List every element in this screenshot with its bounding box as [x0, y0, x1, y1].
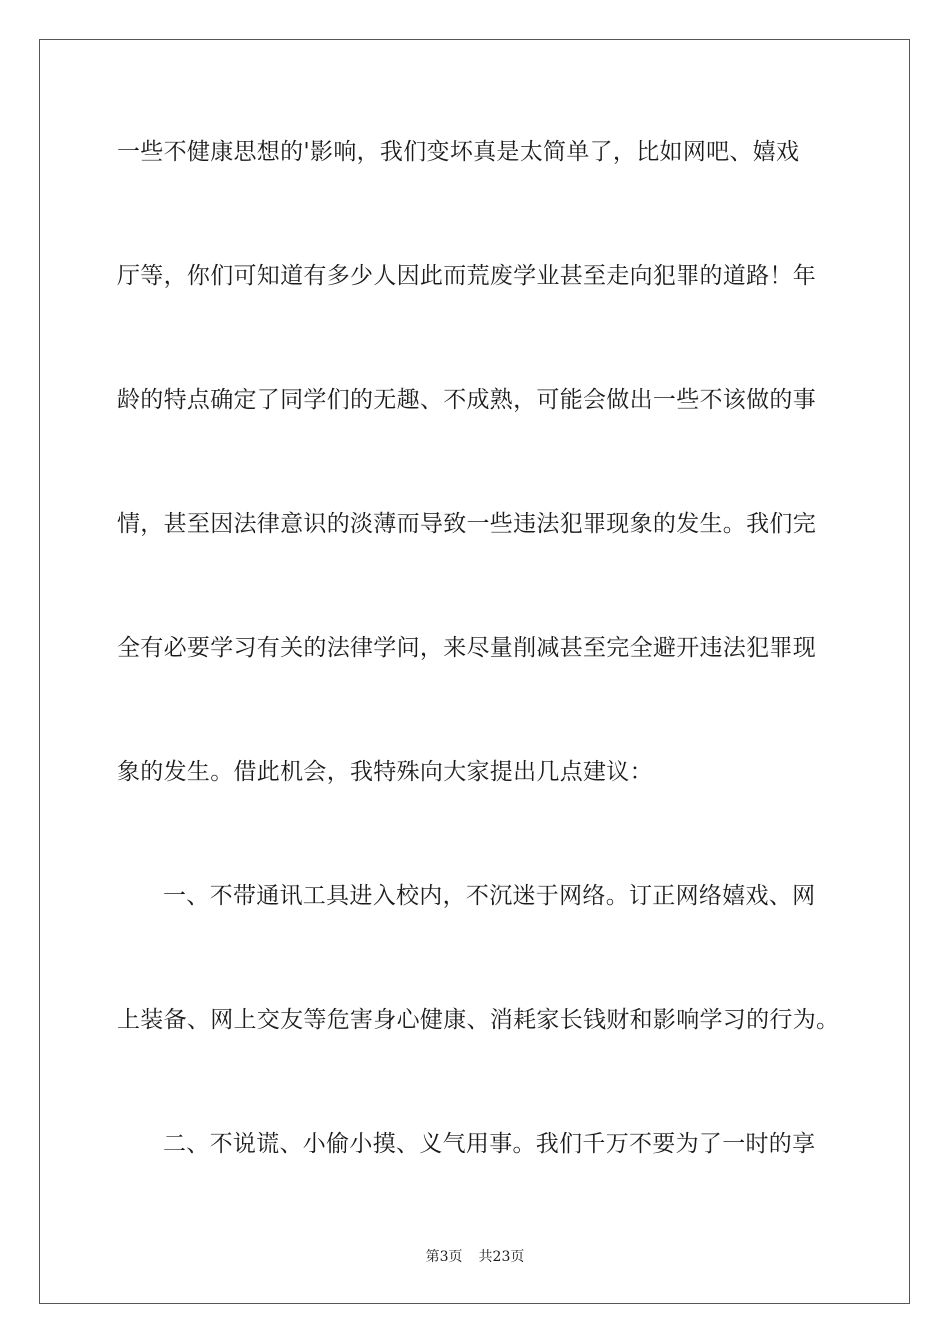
text-line-9: 二、不说谎、小偷小摸、义气用事。我们千万不要为了一时的享 [163, 1131, 816, 1157]
text-line-4: 情，甚至因法律意识的淡薄而导致一些违法犯罪现象的发生。我们完 [117, 511, 816, 537]
page-footer [0, 1247, 950, 1267]
text-line-7: 一、不带通讯工具进入校内，不沉迷于网络。订正网络嬉戏、网 [163, 883, 816, 909]
text-line-3: 龄的特点确定了同学们的无趣、不成熟，可能会做出一些不该做的事 [117, 387, 816, 413]
page-border [39, 39, 910, 1304]
text-line-5: 全有必要学习有关的法律学问，来尽量削减甚至完全避开违法犯罪现 [117, 635, 816, 661]
text-line-6: 象的发生。借此机会，我特殊向大家提出几点建议： [117, 759, 653, 785]
text-line-8: 上装备、网上交友等危害身心健康、消耗家长钱财和影响学习的行为。 [117, 1007, 840, 1033]
text-line-1: 一些不健康思想的'影响，我们变坏真是太简单了，比如网吧、嬉戏 [117, 139, 800, 165]
text-line-2: 厅等，你们可知道有多少人因此而荒废学业甚至走向犯罪的道路！年 [117, 263, 816, 289]
page-number: 第3页 [425, 1249, 463, 1265]
page-total: 共23页 [478, 1249, 525, 1265]
